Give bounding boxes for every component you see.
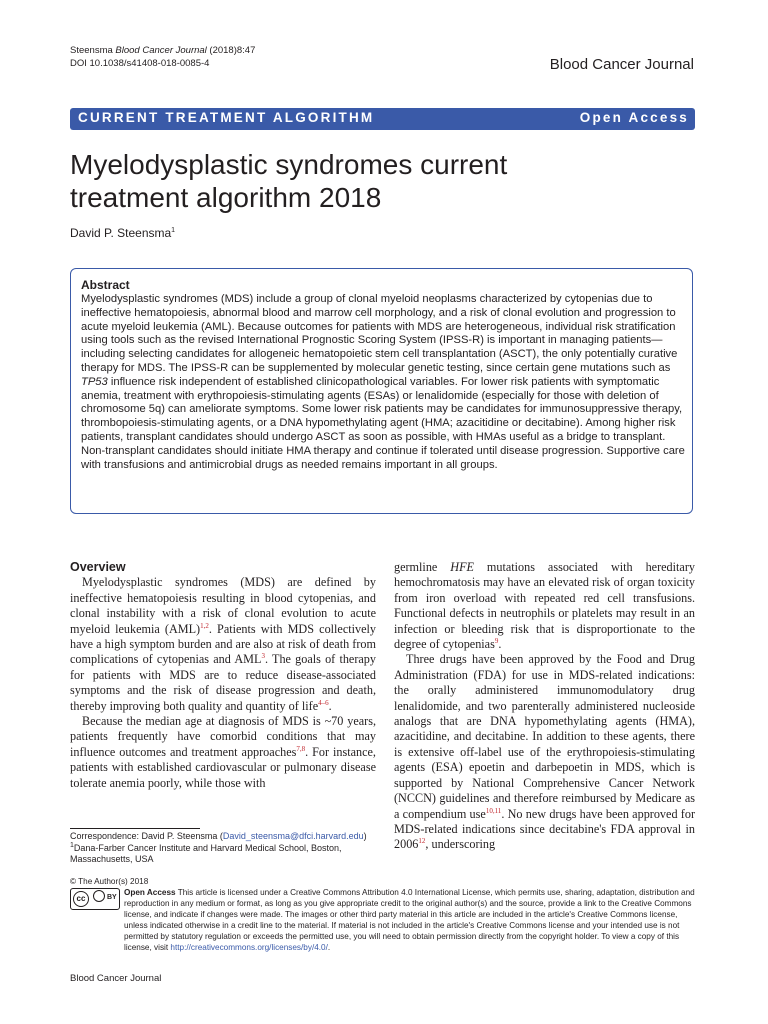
text-run: . The goals of therapy for patients with MDS are to reduce disease-associated symptoms and the risk of disease progression and death, thereby improving both quality and quantity of life bbox=[70, 652, 376, 713]
cc-by-license-badge[interactable] bbox=[70, 888, 120, 910]
overview-paragraph-1 bbox=[70, 575, 376, 714]
citation-ref[interactable]: 9 bbox=[494, 636, 499, 645]
affiliation-mark: 1 bbox=[70, 841, 74, 849]
citation-ref[interactable]: 12 bbox=[418, 837, 426, 846]
text-run: ) bbox=[363, 831, 367, 841]
text-run: Myelodysplastic syndromes (MDS) are defined by ineffective hematopoiesis resulting in blood cytopenias, and clonal instability with a risk of clonal evolution to acute myeloid leukemia (AML) bbox=[70, 575, 376, 636]
citation-line bbox=[70, 45, 255, 57]
cc-by-label: BY bbox=[107, 894, 117, 901]
open-access-heading: Open Access bbox=[124, 888, 176, 897]
text-run: . bbox=[328, 698, 332, 713]
abstract-text-part-1: Myelodysplastic syndromes (MDS) include a group of clonal myeloid neoplasms characterized by cytopenias due to ineffective hematopoiesis, abnormal blood and marrow cell morphology, and a risk of clonal evolution and progression to acute myeloid leukemia (AML). Because outcomes for patients with MDS are heterogeneous, individual risk stratification using tools such as the revised International Prognostic Scoring System (IPSS-R) is important in managing patients—including selecting candidates for allogeneic hematopoietic stem cell transplantation (ASCT), the only potentially curative therapy for MDS. The IPSS-R can be supplemented by molecular genetic testing, since certain gene mutations such as bbox=[81, 293, 678, 374]
left-column bbox=[70, 560, 376, 791]
citation-ref[interactable]: 1,2 bbox=[200, 621, 209, 630]
abstract-text bbox=[81, 293, 685, 472]
overview-paragraph-2 bbox=[70, 714, 376, 791]
copyright-line: © The Author(s) 2018 bbox=[70, 877, 149, 886]
text-run: Three drugs have been approved by the Food and Drug Administration (FDA) for use in MDS-related indications: the orally administered immunomodulatory drug lenalidomide, and two parenterally administered nucleoside analogs that are DNA hypomethylating agents (HMA), azacitidine, and decitabine. In addition to these agents, there is extensive off-label use of the erythropoiesis-stimulating agents (ESA) epoetin and darbepoetin in MDS, which is supported by National Comprehensive Cancer Network (NCCN) guidelines and therefore reimbursed by Medicare as a compendium use bbox=[394, 652, 695, 821]
text-run: Because the median age at diagnosis of MDS is ~70 years, patients frequently have comorbid conditions that may influence outcomes and treatment approaches bbox=[70, 714, 376, 759]
text-run: This article is licensed under a Creative Commons Attribution 4.0 International License, which permits use, sharing, adaptation, distribution and reproduction in any medium or format, as long as you give appropriate credit to the original author(s) and the source, provide a link to the Creative Commons license, and indicate if changes were made. The images or other third party material in this article are included in the article's Creative Commons license, unless indicated otherwise in a credit line to the material. If material is not included in the article's Creative Commons license and your intended use is not permitted by statutory regulation or exceeds the permitted use, you will need to obtain permission directly from the copyright holder. To view a copy of this license, visit bbox=[124, 888, 695, 952]
creative-commons-icon: cc bbox=[73, 891, 89, 907]
text-run: . Patients with MDS collectively have a high symptom burden and are also at risk of death from complications of cytopenias and AML bbox=[70, 621, 377, 667]
doi: DOI 10.1038/s41408-018-0085-4 bbox=[70, 58, 210, 69]
text-run: . bbox=[498, 637, 502, 652]
text-run: germline bbox=[394, 560, 451, 574]
text-run: Correspondence: David P. Steensma ( bbox=[70, 831, 223, 841]
right-paragraph-1 bbox=[394, 560, 695, 652]
text-run: . No new drugs have been approved for MDS-related indications since decitabine's FDA approval in 2006 bbox=[394, 806, 695, 852]
citation-author: Steensma bbox=[70, 45, 113, 56]
section-heading-overview: Overview bbox=[70, 560, 126, 574]
right-column bbox=[394, 560, 695, 853]
text-run: . For instance, patients with established cardiovascular or pulmonary disease tolerate anemia poorly, while those with bbox=[70, 744, 376, 790]
abstract-heading: Abstract bbox=[81, 278, 130, 292]
citation-journal: Blood Cancer Journal bbox=[115, 45, 207, 56]
author-line bbox=[70, 226, 175, 240]
text-run: , underscoring bbox=[425, 837, 496, 852]
footnote-rule bbox=[70, 828, 200, 829]
citation-ref[interactable]: 4–6 bbox=[318, 698, 329, 707]
text-run: Dana-Farber Cancer Institute and Harvard Medical School, Boston, Massachusetts, USA bbox=[70, 842, 342, 864]
abstract-gene-name: TP53 bbox=[81, 375, 108, 388]
author-affiliation-mark: 1 bbox=[171, 227, 176, 234]
text-run: . bbox=[327, 943, 331, 952]
correspondence-email-link[interactable]: David_steensma@dfci.harvard.edu bbox=[222, 831, 364, 841]
license-url-link[interactable]: http://creativecommons.org/licenses/by/4.0/ bbox=[170, 943, 328, 952]
article-type-banner bbox=[70, 108, 695, 130]
abstract-text-part-2: influence risk independent of established clinicopathological variables. For lower risk patients with symptomatic anemia, treatment with erythropoiesis-stimulating agents (ESAs) or lenalidomide (especially for those with deletion of chromosome 5q) can ameliorate symptoms. Some lower risk patients may be candidates for immunosuppressive therapy, thrombopoiesis-stimulating agents, or a DNA hypomethylating agent (HMA; azacitidine or decitabine). Among higher risk patients, transplant candidates should undergo ASCT as soon as possible, with HMAs useful as a bridge to transplant. Non-transplant candidates should initiate HMA therapy and continue if tolerated until disease progression. Supportive care with transfusions and antimicrobial drugs as needed remains important in all groups. bbox=[81, 375, 685, 471]
citation-ref[interactable]: 10,11 bbox=[485, 806, 502, 815]
text-run: mutations associated with hereditary hemochromatosis may have an elevated risk of organ toxicity from iron overload with repeated red cell transfusions. Functional defects in neutrophils or platelets may result in an infection or bleeding risk that is disproportionate to the degree of cytopenias bbox=[394, 560, 695, 652]
gene-name: HFE bbox=[450, 560, 474, 574]
title-line-2: treatment algorithm 2018 bbox=[70, 182, 382, 213]
citation-ref[interactable]: 3 bbox=[261, 652, 265, 661]
journal-name: Blood Cancer Journal bbox=[549, 56, 694, 73]
citation-ref[interactable]: 7,8 bbox=[296, 744, 306, 753]
right-paragraph-2 bbox=[394, 652, 695, 852]
affiliation-note bbox=[70, 843, 376, 866]
correspondence-line bbox=[70, 831, 376, 843]
article-type-label: CURRENT TREATMENT ALGORITHM bbox=[78, 110, 375, 125]
footer-journal-name: Blood Cancer Journal bbox=[70, 973, 162, 984]
attribution-person-icon bbox=[93, 890, 105, 902]
correspondence-note bbox=[70, 831, 376, 866]
abstract-box bbox=[70, 268, 693, 514]
article-title bbox=[70, 148, 670, 214]
open-access-label: Open Access bbox=[579, 110, 689, 125]
author-name: David P. Steensma bbox=[70, 226, 172, 240]
title-line-1: Myelodysplastic syndromes current bbox=[70, 149, 508, 180]
license-text bbox=[124, 887, 695, 953]
citation-volume: (2018)8:47 bbox=[209, 45, 256, 56]
